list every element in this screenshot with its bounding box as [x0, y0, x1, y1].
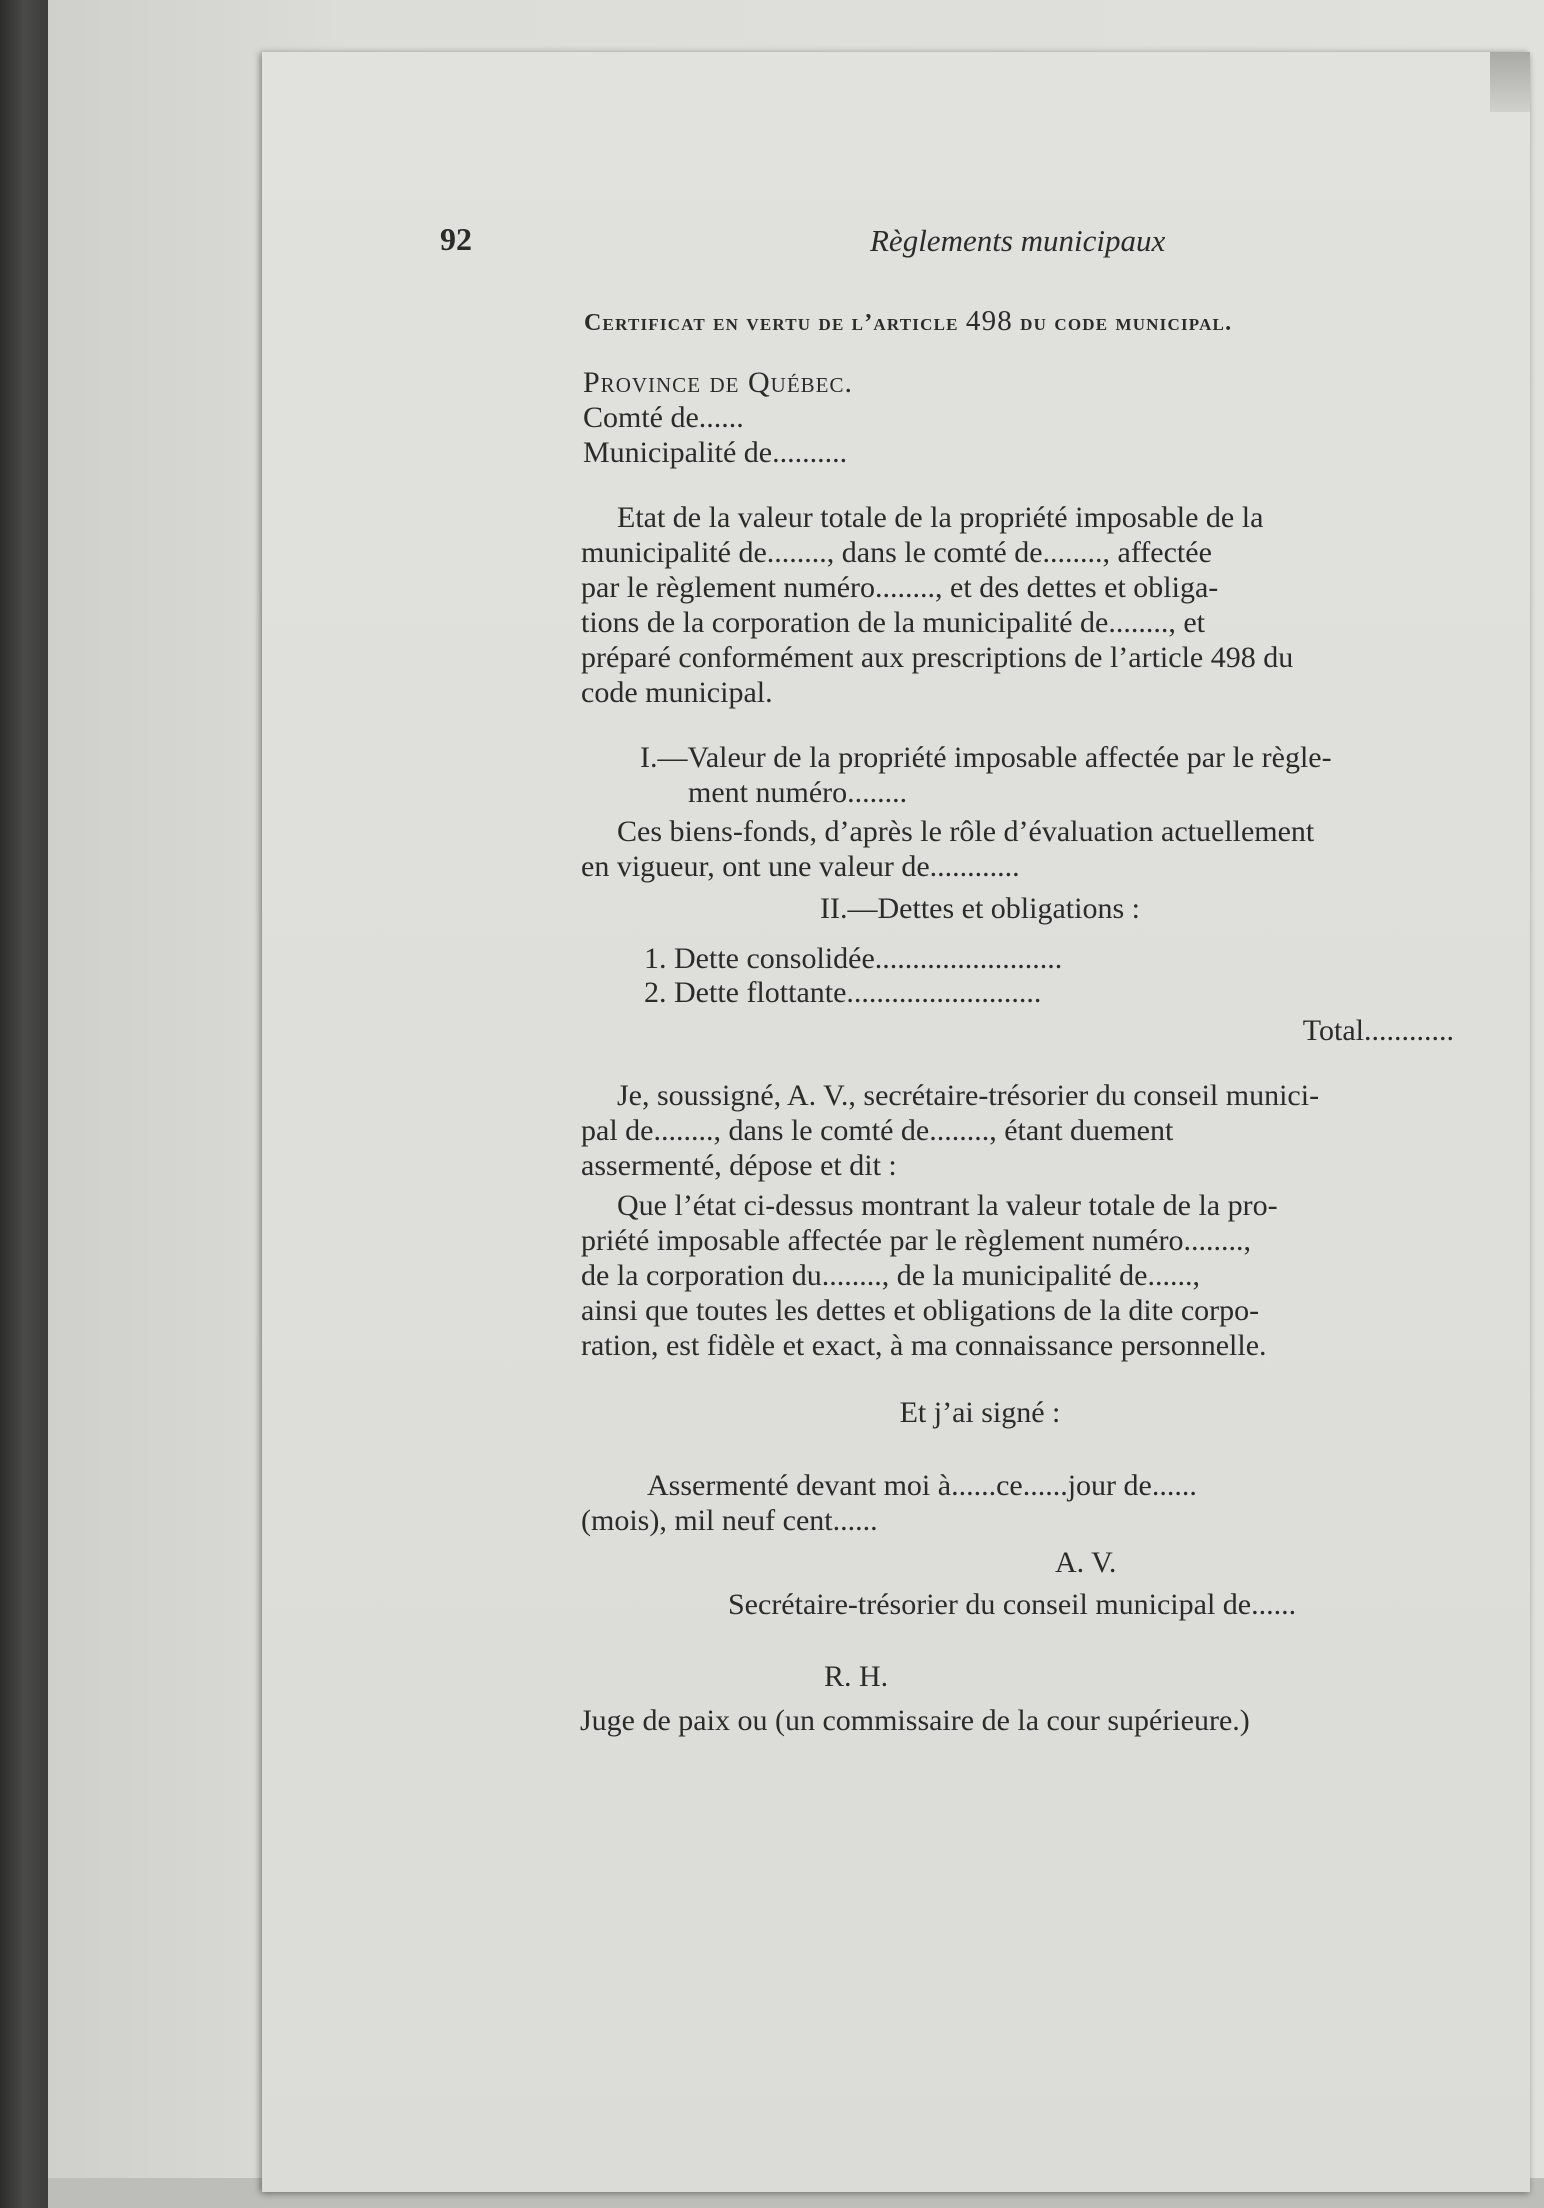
statement-intro [581, 500, 1455, 710]
certificate-title [584, 304, 1232, 340]
page-number: 92 [440, 221, 472, 257]
signatory-title: Secrétaire-trésorier du conseil municipal de...... [728, 1588, 1297, 1621]
justice-initials: R. H. [824, 1660, 889, 1693]
oath-line: Je, soussigné, A. V., secrétaire-trésorier du conseil munici- [617, 1079, 1320, 1112]
intro-line: municipalité de........, dans le comté de........, affectée [581, 536, 1212, 569]
signatory-initials: A. V. [1055, 1546, 1117, 1579]
debt-total: Total............ [1302, 1014, 1454, 1047]
certificate-title-prefix: Certificat en vertu de l’article [584, 310, 966, 336]
content-line: ainsi que toutes les dettes et obligations de la dite corpo- [581, 1294, 1260, 1327]
intro-line: par le règlement numéro........, et des dettes et obliga- [581, 571, 1219, 604]
sworn-line: Assermenté devant moi à......ce......jour de...... [647, 1469, 1197, 1502]
section-one-line: ment numéro........ [688, 776, 908, 809]
intro-line: tions de la corporation de la municipalité de........, et [581, 606, 1205, 639]
justice-title: Juge de paix ou (un commissaire de la cour supérieure.) [580, 1704, 1250, 1737]
section-one-line: I.—Valeur de la propriété imposable affectée par le règle- [640, 741, 1332, 774]
property-value [581, 814, 1455, 884]
property-value-line: Ces biens-fonds, d’après le rôle d’évaluation actuellement [617, 815, 1315, 848]
content-line: priété imposable affectée par le règlement numéro........, [581, 1224, 1251, 1257]
debt-floating: 2. Dette flottante.......................... [644, 976, 1042, 1009]
intro-line: préparé conformément aux prescriptions de l’article 498 du [581, 641, 1294, 674]
section-two-heading: II.—Dettes et obligations : [820, 892, 1140, 925]
property-value-line: en vigueur, ont une valeur de............ [581, 850, 1020, 883]
signed-line: Et j’ai signé : [899, 1396, 1061, 1429]
address-municipality: Municipalité de.......... [583, 436, 848, 469]
sworn-line: (mois), mil neuf cent...... [581, 1504, 878, 1537]
address-county: Comté de...... [583, 401, 744, 434]
certificate-title-suffix: du code municipal. [1012, 310, 1233, 336]
intro-line: Etat de la valeur totale de la propriété imposable de la [617, 501, 1264, 534]
oath-line: assermenté, dépose et dit : [581, 1149, 897, 1182]
declaration-content [581, 1188, 1455, 1363]
declaration-oath [581, 1078, 1455, 1183]
debt-consolidated: 1. Dette consolidée......................... [644, 942, 1063, 975]
content-line: de la corporation du........, de la municipalité de......, [581, 1259, 1200, 1292]
intro-line: code municipal. [581, 676, 773, 709]
sworn-statement [581, 1468, 1455, 1538]
running-title: Règlements municipaux [870, 223, 1166, 258]
content-line: Que l’état ci-dessus montrant la valeur totale de la pro- [617, 1189, 1278, 1222]
content-line: ration, est fidèle et exact, à ma connaissance personnelle. [581, 1329, 1267, 1362]
oath-line: pal de........, dans le comté de........, étant duement [581, 1114, 1174, 1147]
certificate-title-number: 498 [965, 305, 1013, 337]
address-province: Province de Québec. [583, 366, 854, 399]
page-corner [1490, 52, 1530, 112]
section-one [640, 740, 1455, 810]
